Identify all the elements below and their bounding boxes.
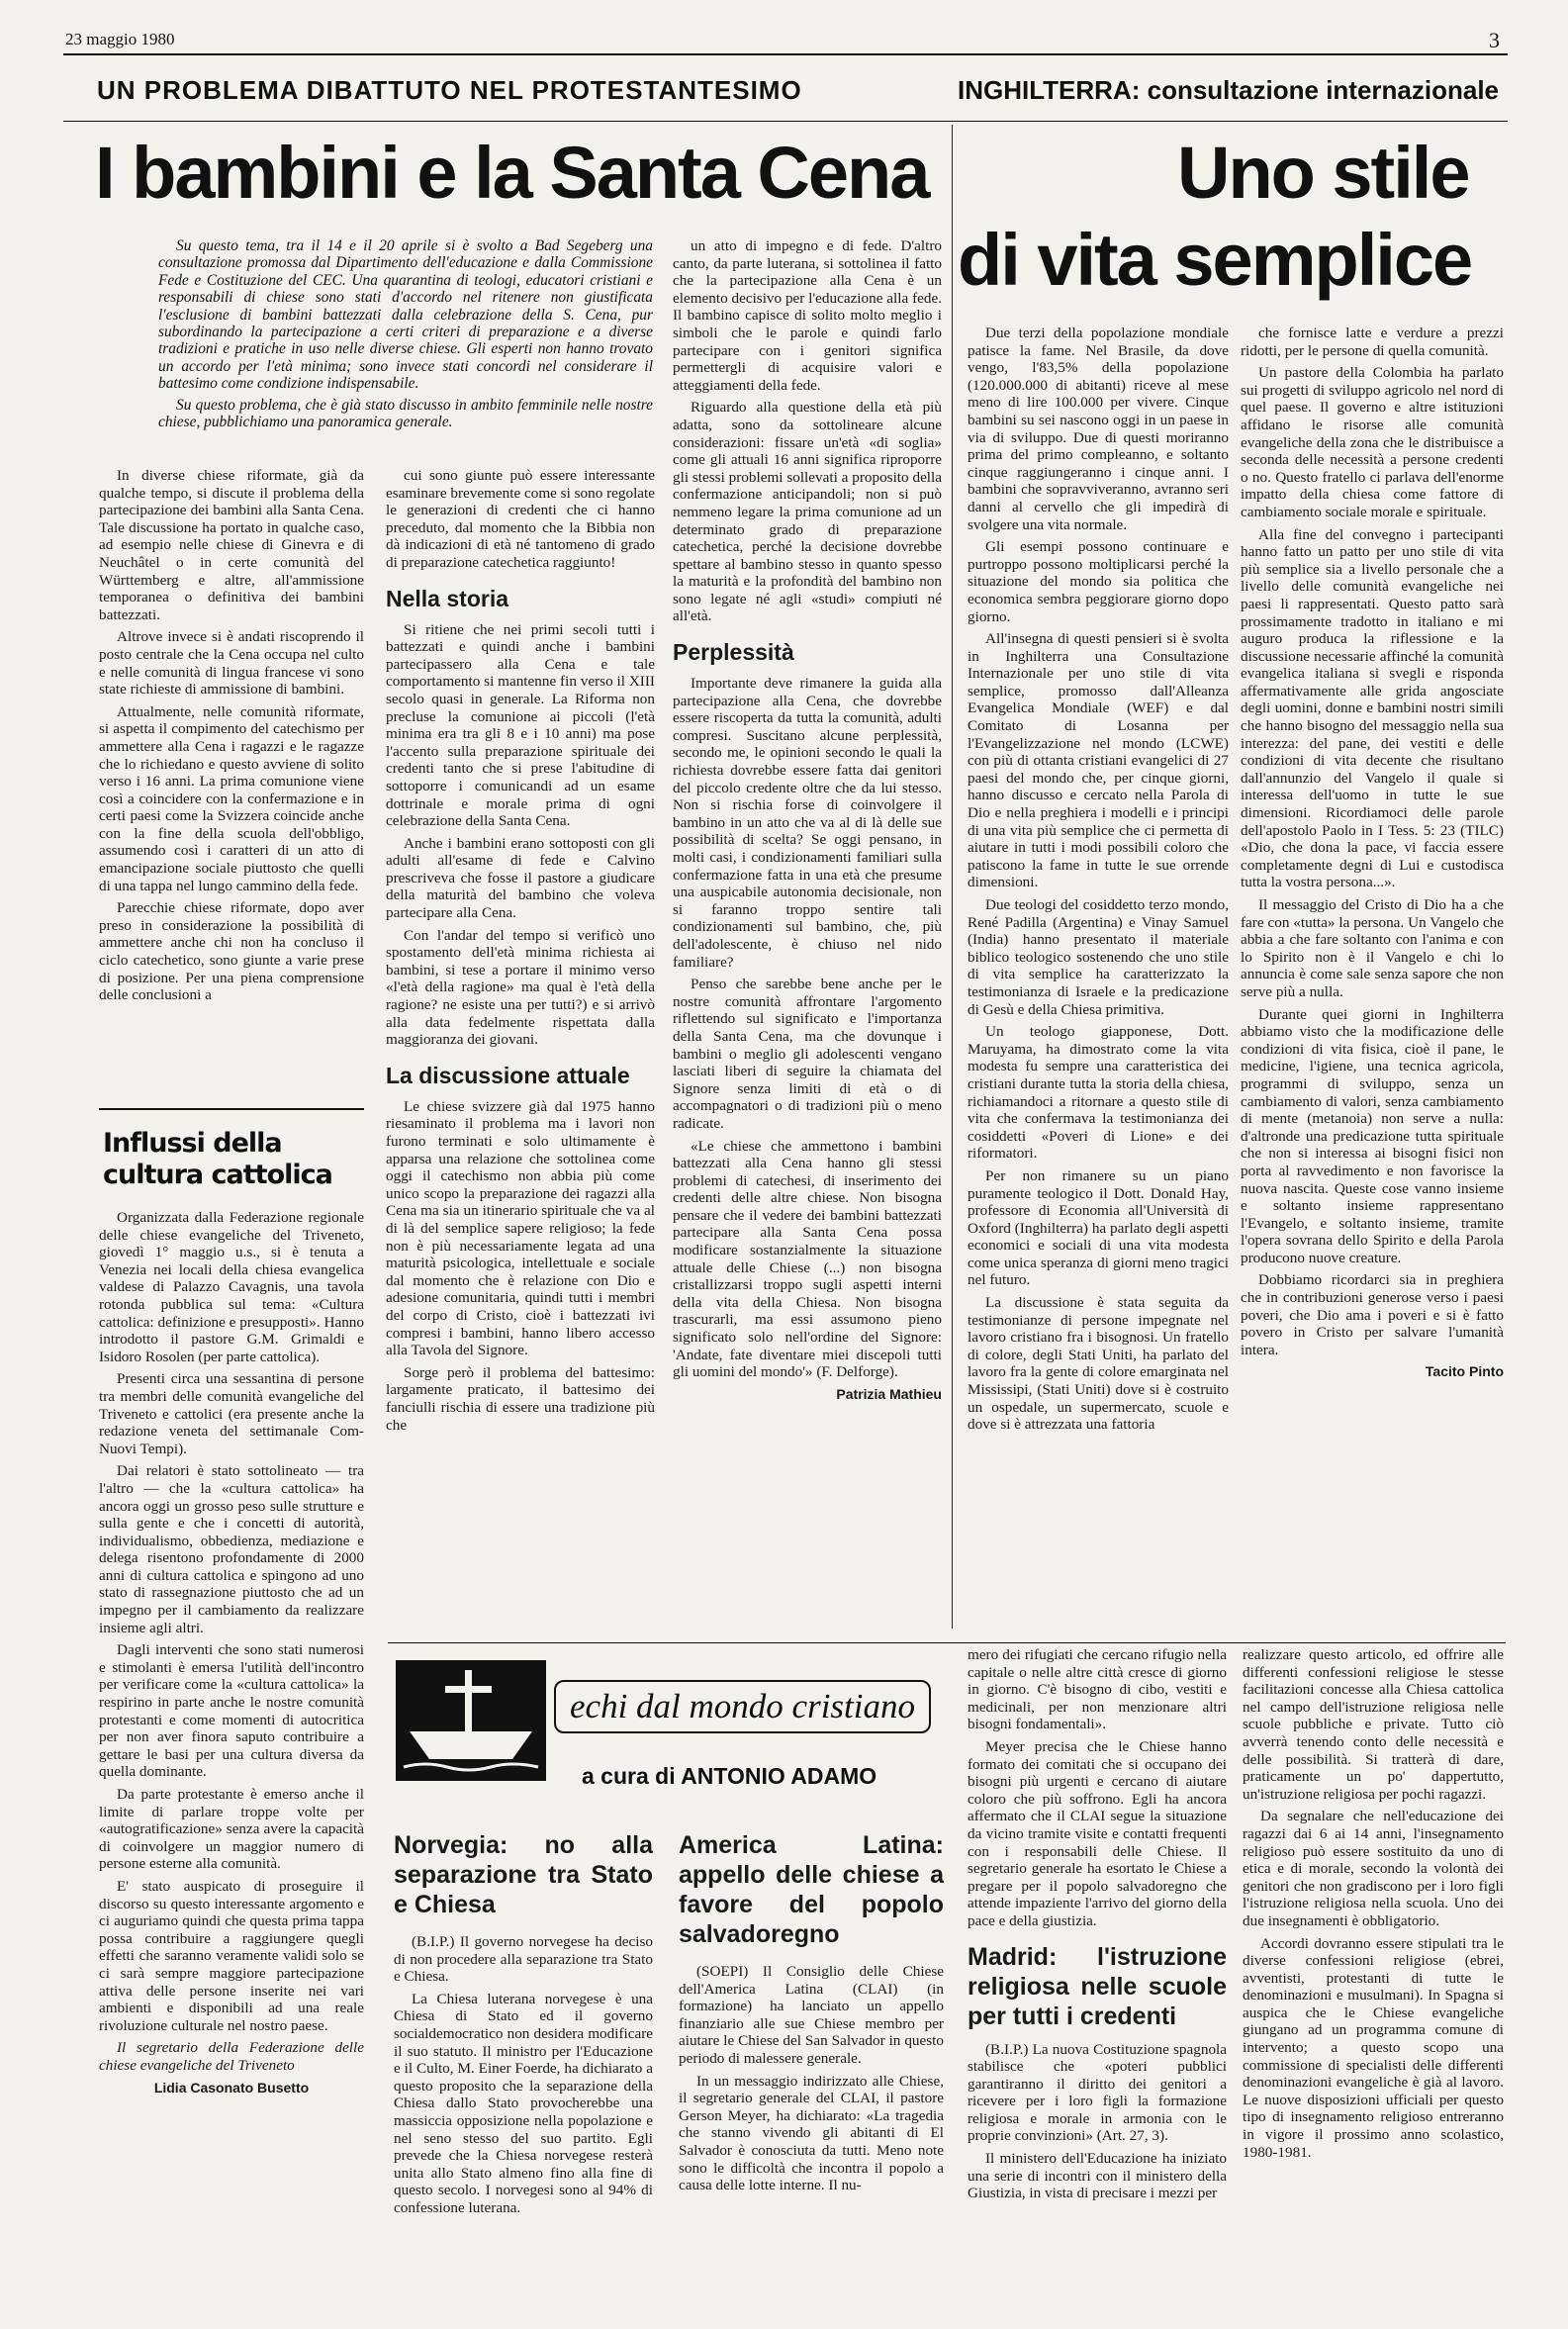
body-paragraph: La Chiesa luterana norvegese è una Chiesa di Stato ed il governo socialdemocratico non desidera modificare il suo statuto. Il ministro per l'Educazione e il Culto, M. Einer Foerde, ha dichiarato a questo proposito che la separazione della Chiesa dallo Stato provocherebbe una massiccia opposizione nella popolazione e nel seno stesso del suo partito. Egli prevede che la Chiesa norvegese resterà unita allo Stato almeno fino alla fine di questo secolo. I norvegesi sono al 94% di confessione luterana.	[394, 1990, 653, 2216]
body-paragraph: (SOEPI) Il Consiglio delle Chiese dell'America Latina (CLAI) (in formazione) ha lanciato un appello finanziario alle sue Chiese membro per aiutare le Chiese del San Salvador in questo periodo di malessere generale.	[679, 1963, 944, 2067]
body-paragraph: Alla fine del convegno i partecipanti hanno fatto un patto per uno stile di vita più semplice sia a livello personale che a livello delle comunità evangeliche nei paesi li rappresentati. Questo patto sarà prossimamente tradotto in italiano e mi auguro produca la riflessione e la discussione necessarie affinché la comunità evangelica italiana si svegli e risponda affermativamente alle grida angosciate degli uomini, donne e bambini nostri simili che hanno bisogno del messaggio nella sua interezza: del pane, dei vestiti e delle condizioni di vita decente che risultano dall'annunzio del Vangelo il quale si interessa dell'uomo in tutte le sue dimensioni. Ricordiamoci delle parole dell'apostolo Paolo in I Tess. 5: 23 (TILC) «Dio, che dona la pace, vi faccia essere completamente degni di Lui e custodisca tutta la vostra persona...».	[1241, 525, 1504, 891]
body-paragraph: Meyer precisa che le Chiese hanno formato dei comitati che si occupano dei bisogni più urgenti e cercano di aiutare coloro che più soffrono. Egli ha ancora affermato che il CLAI segue la situazione da vicino tramite visite e contatti frequenti con i responsabili delle Chiese. Il segretario generale ha esortato le Chiese a pregare per il popolo salvadoregno che attende impaziente l'arrivo del giorno della pace e della giustizia.	[968, 1737, 1227, 1929]
body-paragraph: La discussione è stata seguita da testimonianze di persone impegnate nel lavoro cristiano fra i bisognosi. Un fratello di colore, degli Stati Uniti, ha parlato del lavoro fra la gente di colore emarginata nel Mississipi, (Stati Uniti) dove si è costruito un ospedale, un supermercato, scuole e dove si è attrezzata una fattoria	[968, 1294, 1229, 1434]
body-paragraph: Dobbiamo ricordarci sia in preghiera che in contribuzioni generose verso i paesi poveri, che Dio ama i poveri e si è fatto povero in Cristo per salvare l'umanità intera.	[1241, 1271, 1504, 1358]
body-paragraph: mero dei rifugiati che cercano rifugio nella capitale o nelle altre città cresce di giorno in giorno. C'è bisogno di cibo, vestiti e medicinali, per non menzionare altri bisogni fondamentali».	[968, 1646, 1227, 1733]
subheading-discussione-attuale: La discussione attuale	[386, 1062, 630, 1088]
sidebar-influssi-body	[99, 1209, 364, 2218]
article-title-bambini: I bambini e la Santa Cena	[95, 132, 929, 214]
column-divider	[952, 125, 953, 1629]
intro-paragraph: Su questo tema, tra il 14 e il 20 aprile si è svolto a Bad Segeberg una consultazione promossa dal Dipartimento dell'educazione e dalla Commissione Fede e Costituzione del CEC. Una quarantina di teologi, educatori cristiani e responsabili di chiese sono stati d'accordo nel ritenere non giustificata l'esclusione di bambini battezzati dalla celebrazione della S. Cena, pur subordinando la partecipazione a certi criteri di preparazione e a diverse tradizioni e pratiche in uso nelle diverse chiese. Gli esperti non hanno trovato un accordo per l'età minima; sono invece stati concordi nel considerare il battesimo come condizione indispensabile.	[158, 237, 653, 393]
article-title-vita-semplice: di vita semplice	[958, 219, 1472, 301]
body-paragraph: Dai relatori è stato sottolineato — tra l'altro — che la «cultura cattolica» ha ancora oggi un grosso peso sulle strutture e sulla gente e che i concetti di autorità, individualismo, obbedienza, mediazione e delega risentono profondamente di 2000 anni di cultura cattolica e spingono ad uno stato di rassegnazione piuttosto che ad un impegno per il cambiamento da realizzare insieme agli altri.	[99, 1462, 364, 1636]
echi-norvegia	[394, 1830, 653, 2285]
body-paragraph: Penso che sarebbe bene anche per le nostre comunità affrontare l'argomento riflettendo sul significato e l'importanza della Santa Cena, ma che dovunque i bambini o meglio gli adolescenti vengano lasciati liberi di seguire la chiamata del Signore senza limiti di età o di accompagnatori o di tradizioni più o meno radicate.	[673, 976, 942, 1132]
article-title-uno-stile: Uno stile	[1177, 132, 1469, 214]
body-paragraph: «Le chiese che ammettono i bambini battezzati alla Cena hanno gli stessi problemi di catechesi, di inserimento dei credenti delle altre chiese. Non bisogna pensare che il vedere dei bambini battezzati partecipare alla Santa Cena possa modificare sostanzialmente la situazione attuale delle Chiese (...) non bisogna cristallizzarsi troppo sugli aspetti interni della vita della Chiesa. Non bisogna trascurarli, ma essi assumono pieno significato solo nell'ordine del Signore: 'Andate, fate diventare miei discepoli tutti gli uomini del mondo'» (F. Delforge).	[673, 1137, 942, 1381]
article-stile-col1	[968, 325, 1229, 1640]
body-paragraph: Il messaggio del Cristo di Dio ha a che fare con «tutta» la persona. Un Vangelo che abbia a che fare soltanto con l'anima e con lo Spirito non è il Vangelo e chi lo annuncia è come sale senza sapore che non serve più a nulla.	[1241, 896, 1504, 1000]
echi-top-rule	[388, 1642, 1506, 1643]
body-paragraph: Importante deve rimanere la guida alla partecipazione alla Cena, che dovrebbe essere riscoperta da tutta la comunità, adulti compresi. Suscitano alcune perplessità, secondo me, le opinioni secondo le quali la richiesta dovrebbe essere fatta dai genitori del piccolo credente oltre che da lui stesso. Non si rischia forse di coinvolgere il bambino in un atto che va al di là delle sue possibilità di scelta? Se oggi pensano, in molti casi, i condizionamenti familiari sulla confermazione fatta in una età che presume una auspicabile autonomia decisionale, non si faranno troppo sentire tali condizionamenti sul bambino, che, più dell'adolescente, è chiuso nel nido familiare?	[673, 675, 942, 971]
kicker-left: UN PROBLEMA DIBATTUTO NEL PROTESTANTESIMO	[97, 75, 802, 105]
article-bambini-col1	[99, 467, 364, 1100]
body-paragraph: Dagli interventi che sono stati numerosi e stimolanti è emersa l'utilità dell'incontro per verificare come la «cultura cattolica» la respirino in parte anche le nostre comunità protestanti e come momenti di autocritica per non aver finora saputo contribuire a gettare le basi per una cultura diversa da quella dominante.	[99, 1641, 364, 1781]
article-stile-col2	[1241, 325, 1504, 1640]
body-paragraph: Presenti circa una sessantina di persone tra membri delle comunità evangeliche del Triveneto e cattolici (era presente anche la redazione veneta del settimanale Com-Nuovi Tempi).	[99, 1370, 364, 1457]
echi-america-latina	[679, 1830, 944, 2285]
echi-logo-title: echi dal mondo cristiano	[554, 1680, 931, 1733]
body-paragraph: Il ministero dell'Educazione ha iniziato una serie di incontri con il ministero della Giustizia, in vista di precisare i mezzi per	[968, 2150, 1227, 2202]
body-paragraph: Attualmente, nelle comunità riformate, si aspetta il compimento del catechismo per ammettere alla Cena i ragazzi e le ragazze che lo richiedano e questo avviene di solito verso i 16 anni. La prima comunione viene così a coincidere con la confermazione e in certi paesi come la Svizzera coincide anche con la fine della scuola dell'obbligo, assumendo così i caratteri di un atto di emancipazione sociale piuttosto che quelli di una tappa nel lungo cammino della fede.	[99, 702, 364, 894]
news-title-madrid: Madrid: l'istruzione religiosa nelle scuole per tutti i credenti	[968, 1942, 1227, 2030]
page-date: 23 maggio 1980	[65, 30, 175, 48]
signature-pinto: Tacito Pinto	[1425, 1363, 1504, 1380]
body-paragraph: E' stato auspicato di proseguire il discorso su questo interessante argomento e ci auguriamo quindi che questa prima tappa possa contribuire a raggiungere quegli effetti che saranno veramente validi solo se ci sarà sempre maggiore partecipazione attiva delle persone inserite nei vari ambienti e disponibili ad una reale rivoluzione culturale nel nostro paese.	[99, 1877, 364, 2034]
article-intro	[158, 237, 653, 455]
body-paragraph: Da segnalare che nell'educazione dei ragazzi dai 6 ai 14 anni, l'insegnamento religioso può essere sostituito da uno di etica e di morale, secondo la volontà dei genitori che non gradiscono per i loro figli l'istruzione religiosa nella scuola. Uno dei due insegnamenti è obbligatorio.	[1243, 1808, 1504, 1929]
body-paragraph: Un teologo giapponese, Dott. Maruyama, ha dimostrato come la vita modesta fu sempre una caratteristica dei cristiani durante tutta la storia della chiesa, richiamandoci a ritornare a questo stile di vita che confermava la testimonianza dei cosiddetti «Poveri di Lione» e dei riformatori.	[968, 1023, 1229, 1163]
body-paragraph: Per non rimanere su un piano puramente teologico il Dott. Donald Hay, professore di Economia all'Università di Oxford (Inghilterra) ha parlato degli aspetti economici e sociali di una vita modesta come unica speranza di giorni meno tragici nel futuro.	[968, 1166, 1229, 1289]
closing-note: Il segretario della Federazione delle chiese evangeliche del Triveneto	[99, 2039, 364, 2074]
news-title-norvegia: Norvegia: no alla separazione tra Stato e Chiesa	[394, 1831, 653, 1918]
article-bambini-col2	[386, 467, 655, 1634]
signature-mathieu: Patrizia Mathieu	[836, 1385, 942, 1402]
sidebar-top-rule	[99, 1108, 364, 1110]
echi-byline: a cura di ANTONIO ADAMO	[582, 1763, 877, 1789]
body-paragraph: Anche i bambini erano sottoposti con gli adulti all'esame di fede e Calvino prescriveva che fosse il pastore a giudicare della maturità del bambino che voleva partecipare alla Cena.	[386, 834, 655, 922]
body-paragraph: Gli esempi possono continuare e purtroppo possono moltiplicarsi perché la situazione del mondo sia politica che economica sembra peggiorare giorno dopo giorno.	[968, 538, 1229, 625]
body-paragraph: Sorge però il problema del battesimo: largamente praticato, il battesimo dei fanciulli rischia di essere una tradizione più che	[386, 1363, 655, 1434]
body-paragraph: Durante quei giorni in Inghilterra abbiamo visto che la modificazione delle condizioni di vita fisica, cioè il pane, le medicine, l'igiene, una tecnica agricola, programmi di sviluppo, senza un cambiamento di valori, senza cambiamento di mente (metanoia) non serve a nulla: d'altronde una predicazione tutta spirituale che non si interessa ai bisogni fisici non porta al ravvedimento e non favorisce la nuova nascita. Queste cose vanno insieme e soltanto insieme rappresentano l'Evangelo, e soltanto insieme, tramite l'opera sovrana dello Spirito e della Parola producono nuove creature.	[1241, 1005, 1504, 1266]
body-paragraph: realizzare questo articolo, ed offrire alle differenti confessioni religiose le stesse facilitazioni concesse alla Chiesa cattolica nel campo dell'istruzione religiosa nelle scuole pubbliche e private. Tutto ciò avverrà tenendo conto delle necessità e delle possibilità. Si tratterà di dare, praticamente un po' dappertutto, un'istruzione religiosa per pochi ragazzi.	[1243, 1646, 1504, 1803]
body-paragraph: Con l'andar del tempo si verificò uno spostamento dell'età minima richiesta ai bambini, si tese a portare il minimo verso «l'età della ragione» ma qual è l'età della ragione? ne esiste una per tutti?) e si arrivò alla data fedelmente rispettata dalla maggioranza dei giovani.	[386, 926, 655, 1049]
intro-paragraph: Su questo problema, che è già stato discusso in ambito femminile nelle nostre chiese, pubblichiamo una panoramica generale.	[158, 396, 653, 431]
echi-logo	[396, 1660, 546, 1781]
kicker-right-country: INGHILTERRA:	[958, 75, 1141, 105]
subheading-nella-storia: Nella storia	[386, 585, 508, 611]
header-rule	[63, 53, 1508, 55]
body-paragraph: In un messaggio indirizzato alle Chiese, il segretario generale del CLAI, il pastore Gerson Meyer, ha dichiarato: «La tragedia che stanno vivendo gli abitanti di El Salvador è conosciuta da tutti. Meno note sono le difficoltà che incontra il popolo a causa delle lotte interne. Il nu-	[679, 2072, 944, 2194]
sidebar-title-influssi: Influssi della cultura cattolica	[103, 1128, 332, 1190]
body-paragraph: (B.I.P.) Il governo norvegese ha deciso di non procedere alla separazione tra Stato e Chiesa.	[394, 1933, 653, 1986]
body-paragraph: Due terzi della popolazione mondiale patisce la fame. Nel Brasile, da dove vengo, l'83,5% della popolazione (120.000.000 di abitanti) riceve al mese meno di lire 100.000 per vivere. Cinque bambini su sei nascono oggi in un paese in via di sviluppo. Due di questi moriranno prima del primo compleanno, e soltanto cinque raggiungeranno i cinque anni. I bambini che sopravviveranno, avranno seri danni al cervello che gli impedirà di svolgere una vita normale.	[968, 325, 1229, 533]
signature-busetto: Lidia Casonato Busetto	[153, 2079, 310, 2096]
body-paragraph: (B.I.P.) La nuova Costituzione spagnola stabilisce che «poteri pubblici garantiranno il diritto dei genitori a ricevere per i loro figli la formazione religiosa e morale in armonia con le proprie convinzioni» (Art. 27, 3).	[968, 2040, 1227, 2145]
body-paragraph: Organizzata dalla Federazione regionale delle chiese evangeliche del Triveneto, giovedì 1° maggio u.s., si è tenuta a Venezia nei locali della chiesa evangelica valdese di Palazzo Cavagnis, una tavola rotonda pubblica sul tema: «Cultura cattolica: definizione e presupposti». Hanno introdotto il pastore G.M. Grimaldi e Isidoro Rosolen (per parte cattolica).	[99, 1209, 364, 1365]
subheading-perplessita: Perplessità	[673, 639, 794, 666]
echi-col4	[1243, 1646, 1504, 2285]
body-paragraph: cui sono giunte può essere interessante esaminare brevemente come si sono regolate le generazioni di credenti che ci hanno preceduto, dal momento che la Bibbia non dà indicazioni di età né tantomeno di grado di preparazione catechetica raggiunto!	[386, 467, 655, 571]
body-paragraph: In diverse chiese riformate, già da qualche tempo, si discute il problema della partecipazione dei bambini alla Santa Cena. Tale discussione ha portato in qualche caso, ad esempio nelle chiese di Ginevra e di Neuchâtel o in certe comunità del Württemberg e altre, all'ammissione temporanea o definitiva dei bambini battezzati.	[99, 467, 364, 623]
body-paragraph: Da parte protestante è emerso anche il limite di parlare troppe volte per «autogratificazione» senza avere la capacità di coinvolgere un maggior numero di persone esterne alla comunità.	[99, 1786, 364, 1873]
body-paragraph: Si ritiene che nei primi secoli tutti i battezzati e quindi anche i bambini partecipassero alla Cena e tale comportamento si mantenne fin verso il XIII secolo quasi in generale. La Riforma non precluse la comunione ai piccoli (l'età minima era tra gli 8 e i 10 anni) ma pose l'accento sulla preparazione spirituale dei credenti tanto che si prese l'abitudine di sottoporre i comunicandi ad un esame dottrinale e morale prima di ogni celebrazione della Santa Cena.	[386, 620, 655, 830]
echi-col3	[968, 1646, 1227, 2285]
body-paragraph: Accordi dovranno essere stipulati tra le diverse confessioni religiose (ebrei, avventisti, protestanti di tutte le denominazioni e musulmani). In Spagna si auspica che le Chiese evangeliche giungano ad un programma comune di intervento; a questo scopo una commissione di specialisti delle differenti denominazioni evangeliche è già al lavoro. Le nuove disposizioni ufficiali per questo tipo di insegnamento religioso entreranno in vigore il prossimo anno scolastico, 1980-1981.	[1243, 1934, 1504, 2161]
body-paragraph: Altrove invece si è andati riscoprendo il posto centrale che la Cena occupa nel culto e nelle comunità di lingua francese vi sono state richieste di ammissione di bambini.	[99, 628, 364, 699]
cross-boat-icon	[396, 1660, 546, 1781]
body-paragraph: un atto di impegno e di fede. D'altro canto, da parte luterana, si sottolinea il fatto che la partecipazione alla Cena è un elemento decisivo per l'educazione alla fede. Il bambino capisce di solito molto meglio i simboli che le parole e quindi farlo partecipare con i genitori significa permettergli di acquisire valori e atteggiamenti della fede.	[673, 237, 942, 394]
kicker-rule	[63, 121, 1508, 122]
body-paragraph: Un pastore della Colombia ha parlato sui progetti di sviluppo agricolo nel nord di quel paese. Il governo e altre istituzioni affidano le risorse alle comunità evangeliche della zona che le distribuisce a seconda delle necessità a persone credenti o no. Questo fratello ci parlava dell'enorme impatto della chiesa come fattore di cambiamento sociale morale e spirituale.	[1241, 364, 1504, 520]
news-title-america-latina: America Latina: appello delle chiese a favore del popolo salvadoregno	[679, 1831, 944, 1948]
kicker-right-subject: consultazione internazionale	[1140, 75, 1500, 105]
page-number: 3	[1489, 28, 1500, 52]
body-paragraph: Parecchie chiese riformate, dopo aver preso in considerazione la possibilità di ammettere anche chi non ha concluso il ciclo catechetico, sono giunte a varie prese di posizione. Per una piena comprensione delle conclusioni a	[99, 899, 364, 1004]
article-bambini-col3	[673, 237, 942, 1632]
body-paragraph: Le chiese svizzere già dal 1975 hanno riesaminato il problema ma i lavori non furono terminati e solo ultimamente è apparsa una relazione che sottolinea come oggi il catechismo non abbia più come unico scopo la preparazione dei ragazzi alla Cena ma sia un itinerario spirituale che va al di là del semplice sapere religioso; la fede non è più necessariamente legata ad una maturità psicologica, intellettuale e sociale dal momento che è relazione con Dio e adesione comunitaria, quindi tutti i membri del corpo di Cristo, cioè i battezzati ivi compresi i bambini, hanno libero accesso alla Tavola del Signore.	[386, 1097, 655, 1359]
body-paragraph: Due teologi del cosiddetto terzo mondo, René Padilla (Argentina) e Vinay Samuel (India) hanno presentato il materiale biblico teologico sostenendo che uno stile di vita semplice ha caratterizzato la testimonianza di Israele e la predicazione di Gesù e della Chiesa primitiva.	[968, 896, 1229, 1018]
body-paragraph: Riguardo alla questione della età più adatta, sono da sottolineare alcune considerazioni: fissare un'età «di soglia» come gli attuali 16 anni significa riproporre gli stessi problemi sollevati a proposito della confermazione anticipandoli; non si può nemmeno legare la prima comunione ad un determinato grado di preparazione catechetica, perché la decisione dovrebbe spettare al bambino stesso in quanto spesso la maturità e la profondità del bambino non sono legate né agli «studi» compiuti né all'età.	[673, 399, 942, 625]
body-paragraph: che fornisce latte e verdure a prezzi ridotti, per le persone di quella comunità.	[1241, 325, 1504, 359]
kicker-right	[958, 75, 1499, 106]
body-paragraph: All'insegna di questi pensieri si è svolta in Inghilterra una Consultazione Internazionale per uno stile di vita semplice, promosso dall'Alleanza Evangelica Mondiale (WEF) e dal Comitato di Losanna per l'Evangelizzazione nel mondo (LCWE) con più di ottanta cristiani evangelici di 27 paesi del mondo che, per cinque giorni, hanno discusso e cercato nella Parola di Dio e nella preghiera i modelli e i principi di una vita più semplice che ci permetta di aiutare in tutti i modi possibili coloro che patiscono la fame in tutte le sue orrende dimensioni.	[968, 630, 1229, 891]
